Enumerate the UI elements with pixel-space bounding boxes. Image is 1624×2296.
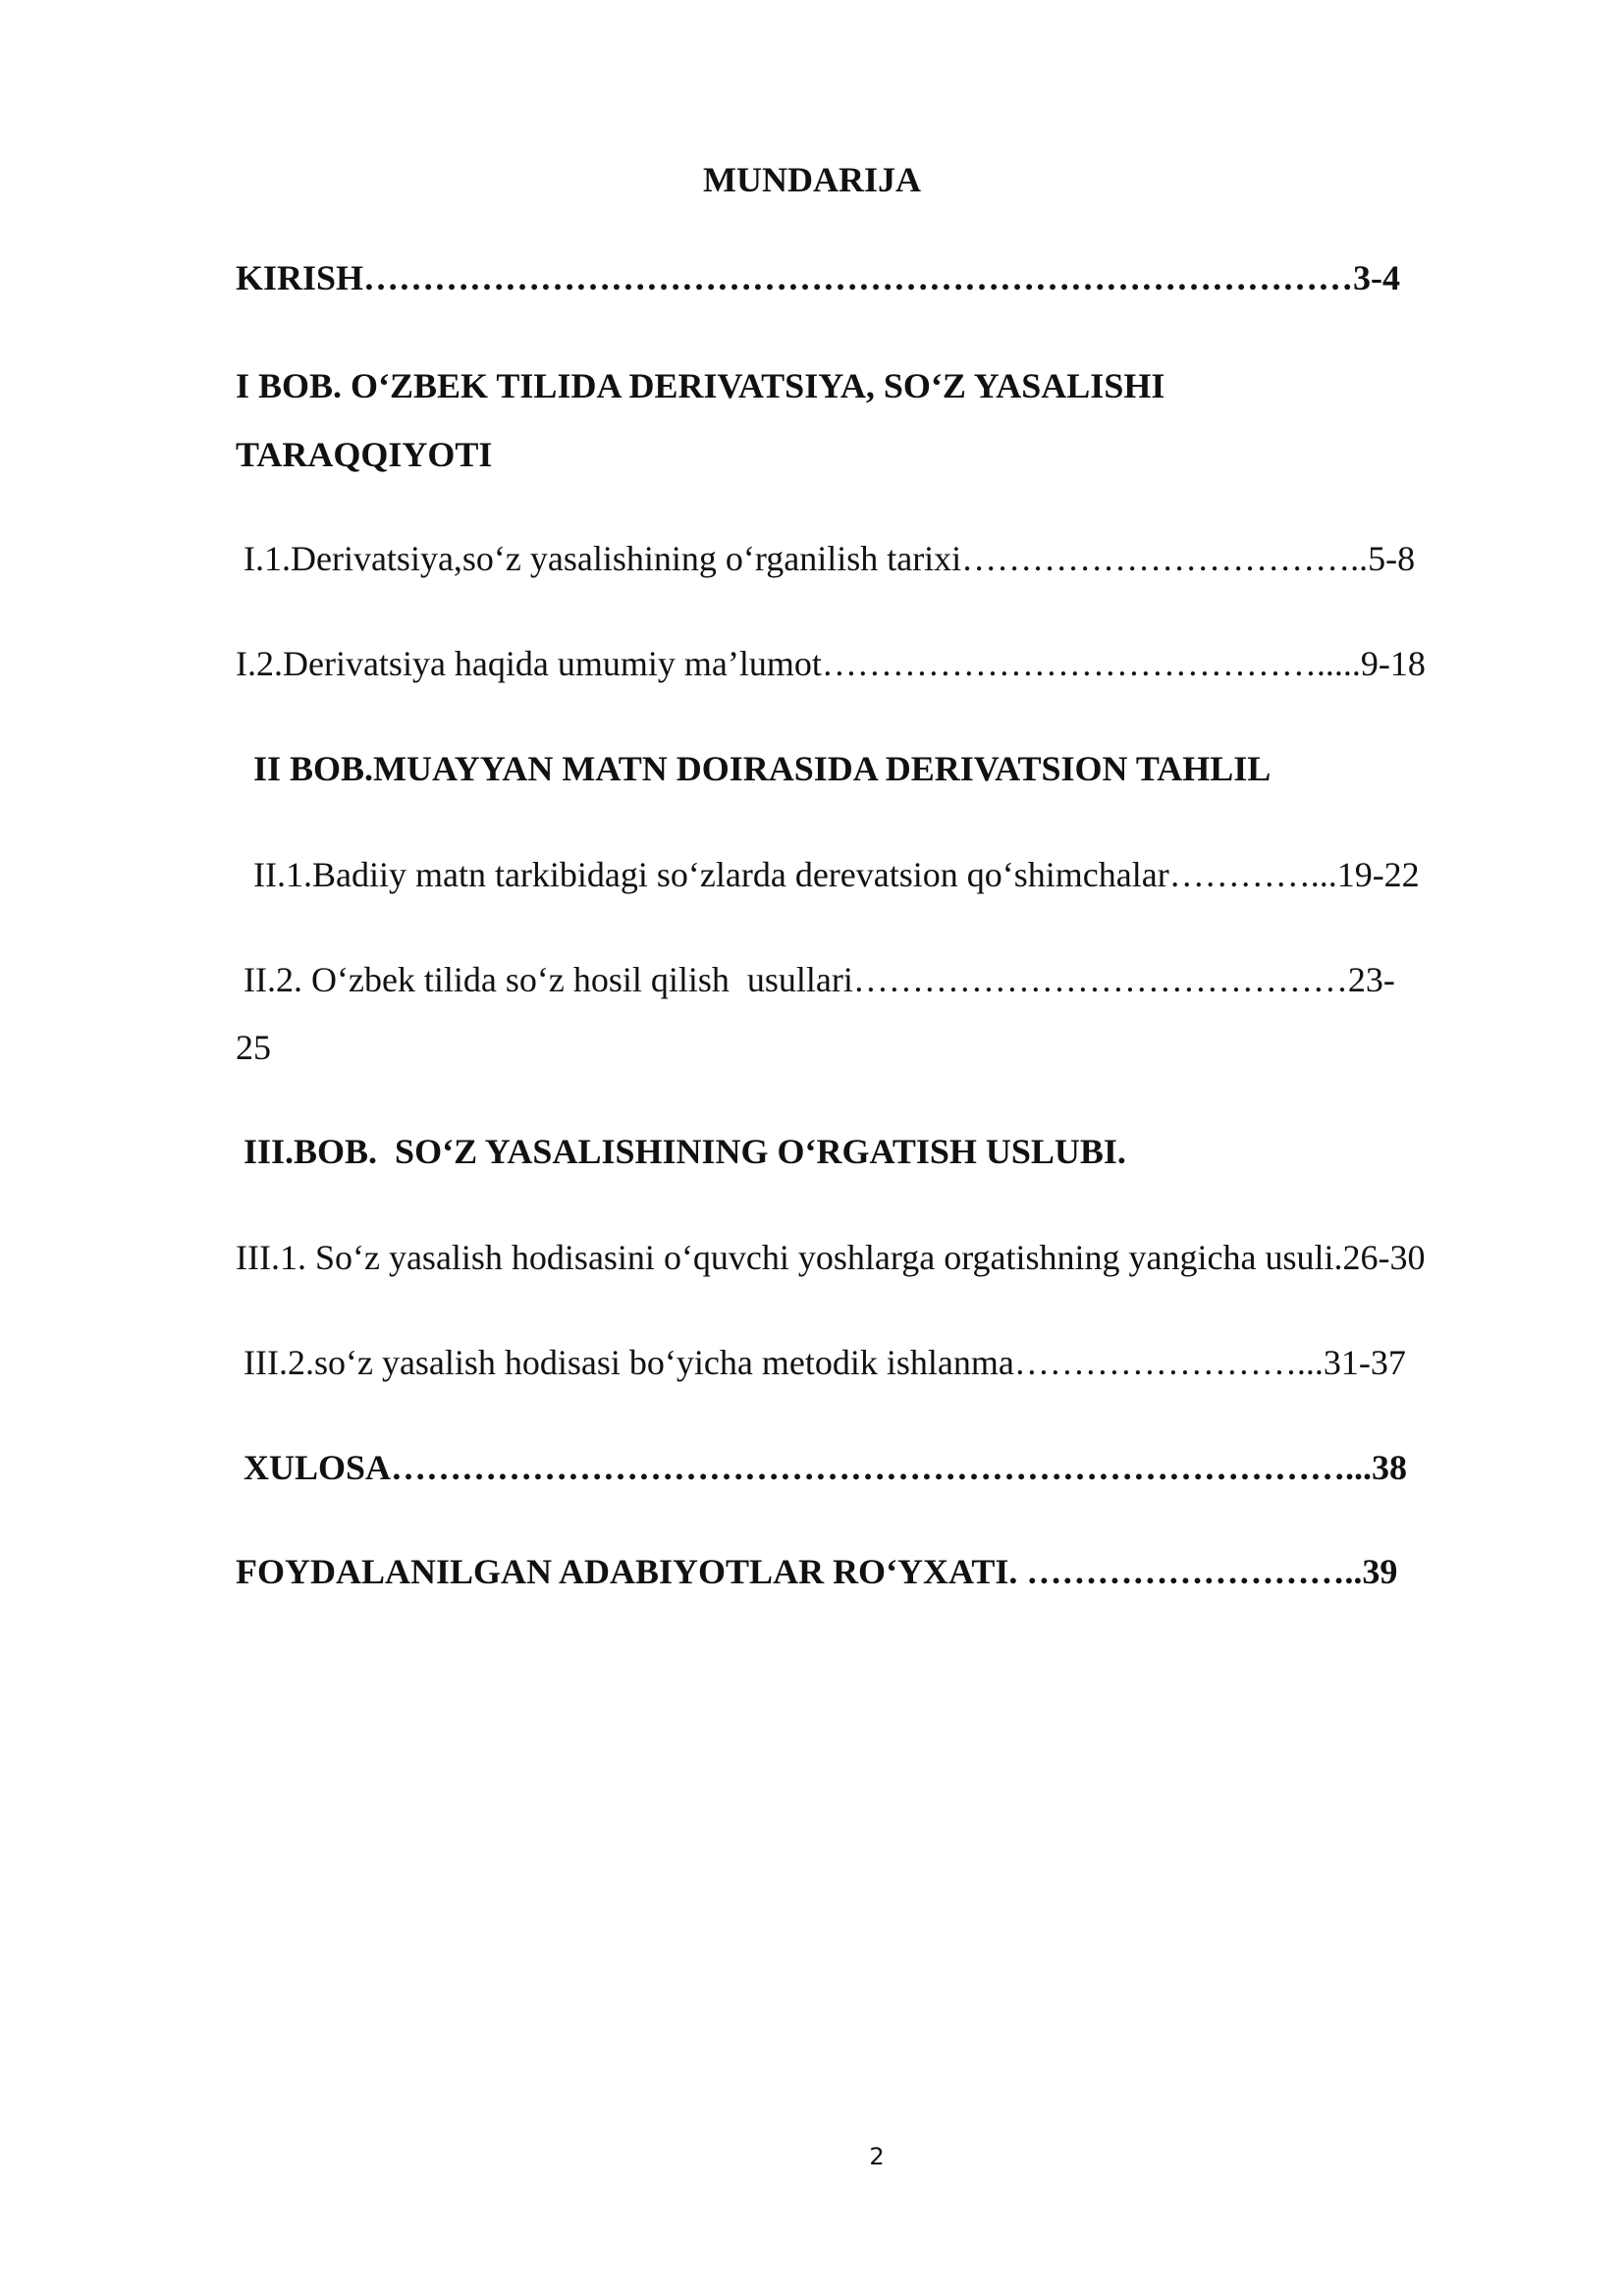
toc-chapter-3-heading: III.BOB. SO‘Z YASALISHINING O‘RGATISH USLUBI. bbox=[244, 1132, 1126, 1171]
toc-entry-1-1: I.1.Derivatsiya,so‘z yasalishining o‘rganilish tarixi……………………………..5-8 bbox=[244, 539, 1416, 578]
toc-entry-3-1: III.1. So‘z yasalish hodisasini o‘quvchi yoshlarga orgatishning yangicha usuli.26-30 bbox=[236, 1238, 1426, 1277]
page-number: 2 bbox=[869, 2143, 885, 2170]
toc-entry-2-2-cont: 25 bbox=[236, 1028, 271, 1067]
toc-chapter-1-heading: I BOB. O‘ZBEK TILIDA DERIVATSIYA, SO‘Z YASALISHI bbox=[236, 366, 1165, 405]
toc-entry-bibliography: FOYDALANILGAN ADABIYOTLAR RO‘YXATI. ………………………..39 bbox=[236, 1552, 1398, 1591]
toc-entry-xulosa: XULOSA………………………………………………………………………...38 bbox=[244, 1448, 1408, 1487]
toc-entry-1-2: I.2.Derivatsiya haqida umumiy ma’lumot…………………………………….....9-18 bbox=[236, 644, 1426, 683]
toc-entry-kirish: KIRISH…………………………………………………………………………3-4 bbox=[236, 258, 1401, 297]
toc-chapter-2-heading: II BOB.MUAYYAN MATN DOIRASIDA DERIVATSION TAHLIL bbox=[253, 749, 1272, 788]
page-title: MUNDARIJA bbox=[703, 160, 921, 199]
toc-chapter-1-heading-cont: TARAQQIYOTI bbox=[236, 435, 493, 474]
toc-entry-2-2: II.2. O‘zbek tilida so‘z hosil qilish usullari……………………………………23- bbox=[244, 960, 1395, 999]
toc-entry-3-2: III.2.so‘z yasalish hodisasi bo‘yicha metodik ishlanma……………………...31-37 bbox=[244, 1343, 1406, 1382]
toc-entry-2-1: II.1.Badiiy matn tarkibidagi so‘zlarda derevatsion qo‘shimchalar…………...19-22 bbox=[253, 855, 1420, 894]
